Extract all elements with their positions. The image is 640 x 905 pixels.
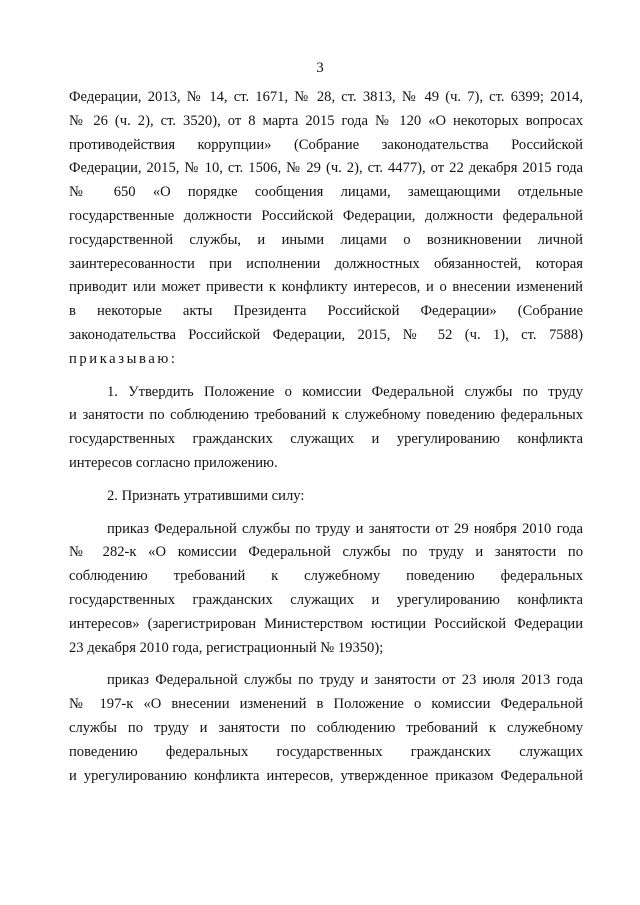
text-line: государственной службы, и иными лицами о возникновении личной — [69, 231, 583, 248]
text-line: государственных гражданских служащих и урегулированию конфликта — [69, 431, 583, 448]
page-number: 3 — [316, 60, 324, 76]
text-line: № 197-к «О внесении изменений в Положение о комиссии Федеральной — [69, 696, 583, 713]
text-line: законодательства Российской Федерации, 2015, № 52 (ч. 1), ст. 7588) — [69, 326, 583, 343]
paragraph-order-2010 — [69, 518, 583, 661]
text-line: № 282-к «О комиссии Федеральной службы по труду и занятости по — [69, 544, 583, 561]
paragraph-item-1 — [69, 381, 583, 476]
text-line: Федерации, 2015, № 10, ст. 1506, № 29 (ч. 2), ст. 4477), от 22 декабря 2015 года — [69, 160, 583, 177]
paragraph-item-2 — [69, 485, 583, 509]
text-line: интересов согласно приложению. — [69, 454, 278, 471]
paragraph-preamble — [69, 86, 583, 372]
text-line: 1. Утвердить Положение о комиссии Федеральной службы по труду — [107, 383, 583, 400]
paragraph-gap — [69, 660, 583, 669]
paragraph-order-2013 — [69, 669, 583, 788]
text-line: приводит или может привести к конфликту интересов, и о внесении изменений — [69, 279, 583, 296]
text-line: № 650 «О порядке сообщения лицами, замещающими отдельные — [69, 184, 583, 201]
text-line: поведению федеральных государственных гражданских служащих — [69, 743, 583, 760]
text-line: в некоторые акты Президента Российской Федерации» (Собрание — [69, 303, 583, 320]
text-line: приказ Федеральной службы по труду и занятости от 29 ноября 2010 года — [107, 520, 583, 537]
text-line: противодействия коррупции» (Собрание законодательства Российской — [69, 136, 583, 153]
paragraph-gap — [69, 476, 583, 485]
text-line: государственные должности Российской Федерации, должности федеральной — [69, 207, 583, 224]
order-word: приказываю: — [69, 350, 178, 367]
text-line: 2. Признать утратившими силу: — [107, 487, 305, 504]
text-line: службы по труду и занятости по соблюдению требований к служебному — [69, 719, 583, 736]
text-line: и занятости по соблюдению требований к служебному поведению федеральных — [69, 407, 583, 424]
paragraph-gap — [69, 509, 583, 518]
paragraph-gap — [69, 372, 583, 381]
text-line: Федерации, 2013, № 14, ст. 1671, № 28, ст. 3813, № 49 (ч. 7), ст. 6399; 2014, — [69, 89, 583, 105]
text-line: и урегулированию конфликта интересов, утвержденное приказом Федеральной — [69, 767, 583, 784]
text-line: интересов» (зарегистрирован Министерством юстиции Российской Федерации — [69, 615, 583, 632]
text-line: заинтересованности при исполнении должностных обязанностей, которая — [69, 255, 583, 272]
text-line: соблюдению требований к служебному поведению федеральных — [69, 568, 583, 585]
text-line: государственных гражданских служащих и урегулированию конфликта — [69, 591, 583, 608]
text-line: № 26 (ч. 2), ст. 3520), от 8 марта 2015 года № 120 «О некоторых вопросах — [69, 112, 583, 129]
text-line: 23 декабря 2010 года, регистрационный № 19350); — [69, 639, 384, 656]
text-line: приказ Федеральной службы по труду и занятости от 23 июля 2013 года — [107, 672, 583, 689]
document-body — [69, 86, 583, 788]
